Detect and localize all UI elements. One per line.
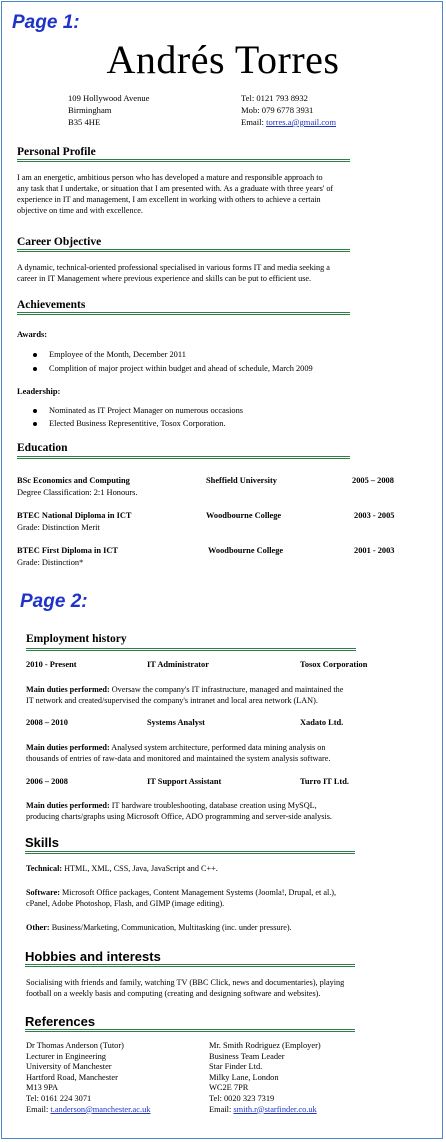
- duties-text: producing charts/graphs using Microsoft Office, ADO programming and server-side analysis.: [26, 812, 332, 821]
- edu-school: Sheffield University: [206, 476, 277, 485]
- section-title-hobbies: Hobbies and interests: [25, 949, 161, 964]
- job-role: IT Support Assistant: [147, 777, 222, 786]
- job-role: Systems Analyst: [147, 718, 205, 727]
- edu-dates: 2003 - 2005: [354, 511, 395, 520]
- section-title-skills: Skills: [25, 835, 59, 850]
- reference-line: University of Manchester: [26, 1062, 112, 1072]
- reference-line: Lecturer in Engineering: [26, 1051, 106, 1061]
- duties-label: Main duties performed:: [26, 685, 110, 694]
- email-label: Email:: [26, 1104, 51, 1114]
- email-label: Email:: [241, 117, 267, 127]
- section-rule: [17, 312, 350, 315]
- duties-text: IT network and created/supervised the company's intranet and local area network (LAN).: [26, 696, 318, 705]
- page-1-label: Page 1:: [12, 12, 80, 33]
- job-dates: 2010 - Present: [26, 660, 77, 669]
- career-objective-text: [17, 262, 417, 284]
- section-title-education: Education: [17, 442, 68, 454]
- list-item: [33, 406, 243, 415]
- job-company: Xadato Ltd.: [300, 718, 344, 727]
- profile-line: any task that I undertake, or situation that I am presented with. As a graduate with three years' of: [17, 184, 334, 193]
- duties-text: IT hardware troubleshooting, database creation using MySQL,: [111, 801, 317, 810]
- list-item: [33, 419, 226, 428]
- job-dates: 2008 – 2010: [26, 718, 68, 727]
- skill-text: HTML, XML, CSS, Java, JavaScript and C++.: [62, 864, 218, 873]
- skills-other: [26, 922, 426, 933]
- section-title-career-objective: Career Objective: [17, 236, 102, 248]
- bullet-icon: [33, 353, 37, 357]
- edu-dates: 2005 – 2008: [352, 476, 394, 485]
- reference-line: Mr. Smith Rodriguez (Employer): [209, 1041, 321, 1050]
- mob-text: Mob: 079 6778 3931: [241, 105, 314, 115]
- address-line: B35 4HE: [68, 117, 101, 127]
- reference-line: Tel: 0161 224 3071: [26, 1093, 92, 1103]
- reference-line: Dr Thomas Anderson (Tutor): [26, 1041, 124, 1050]
- leadership-text: Nominated as IT Project Manager on numerous occasions: [49, 406, 244, 415]
- reference-left: [26, 1041, 150, 1115]
- edu-detail: Grade: Distinction Merit: [17, 523, 100, 532]
- reference-line: M13 9PA: [26, 1083, 59, 1093]
- section-rule: [25, 964, 355, 967]
- skills-technical: [26, 863, 426, 874]
- edu-school: Woodbourne College: [206, 511, 282, 520]
- edu-detail: Degree Classification: 2:1 Honours.: [17, 488, 138, 497]
- address-block: [68, 92, 149, 128]
- reference-email-link[interactable]: smith.r@starfinder.co.uk: [233, 1104, 317, 1114]
- award-text: Complition of major project within budget and ahead of schedule, March 2009: [49, 364, 313, 373]
- email-label: Email:: [209, 1104, 234, 1114]
- reference-line: Business Team Leader: [209, 1051, 285, 1061]
- section-rule: [17, 159, 350, 162]
- awards-label: Awards:: [17, 330, 48, 339]
- section-title-achievements: Achievements: [17, 299, 86, 311]
- edu-detail: Grade: Distinction*: [17, 558, 84, 567]
- list-item: [33, 350, 186, 359]
- hobbies-text: [26, 977, 426, 999]
- bullet-icon: [33, 367, 37, 371]
- profile-line: objective on time and with excellence.: [17, 206, 143, 215]
- bullet-icon: [33, 422, 37, 426]
- reference-right: [209, 1041, 321, 1115]
- profile-line: I am an energetic, ambitious person who has developed a mature and responsible approach to: [17, 173, 323, 182]
- skill-text: Microsoft Office packages, Content Management Systems (Joomla!, Drupal, et al.),: [59, 888, 337, 897]
- section-rule: [17, 456, 350, 459]
- candidate-name: Andrés Torres: [106, 37, 340, 82]
- reference-line: Hartford Road, Manchester: [26, 1072, 118, 1082]
- award-text: Employee of the Month, December 2011: [49, 350, 186, 359]
- leadership-label: Leadership:: [17, 387, 61, 396]
- section-rule: [25, 851, 355, 854]
- job-dates: 2006 – 2008: [26, 777, 68, 786]
- skill-text: Business/Marketing, Communication, Multitasking (inc. under pressure).: [49, 923, 292, 932]
- contact-block: [241, 92, 336, 128]
- section-title-references: References: [25, 1014, 96, 1029]
- reference-line: WC2E 7PR: [209, 1083, 249, 1093]
- edu-school: Woodbourne College: [208, 546, 284, 555]
- reference-line: Star Finder Ltd.: [209, 1062, 263, 1072]
- list-item: [33, 364, 313, 373]
- address-line: 109 Hollywood Avenue: [68, 93, 150, 103]
- job-company: Turro IT Ltd.: [300, 777, 349, 786]
- duties-label: Main duties performed:: [26, 801, 110, 810]
- skill-label: Technical:: [26, 864, 63, 873]
- duties-label: Main duties performed:: [26, 743, 110, 752]
- leadership-text: Elected Business Representitive, Tosox Corporation.: [49, 419, 226, 428]
- edu-course: BTEC National Diploma in ICT: [17, 511, 132, 520]
- job-company: Tosox Corporation: [300, 660, 368, 669]
- reference-line: Tel: 0020 323 7319: [209, 1093, 275, 1103]
- duties-text: thousands of entries of raw-data and monitored and maintained the system analysis software.: [26, 754, 331, 763]
- job-duties: [26, 684, 426, 706]
- section-title-personal-profile: Personal Profile: [17, 146, 96, 158]
- reference-line: Milky Lane, London: [209, 1072, 279, 1082]
- duties-text: Oversaw the company's IT infrastructure, managed and maintained the: [111, 685, 344, 694]
- profile-line: experience in IT and management, I am excellent in working with others to achieve a certain: [17, 195, 321, 204]
- reference-email-link[interactable]: t.anderson@manchester.ac.uk: [50, 1104, 151, 1114]
- skill-label: Software:: [26, 888, 60, 897]
- duties-text: Analysed system architecture, performed data mining analysis on: [111, 743, 326, 752]
- personal-profile-text: [17, 172, 417, 216]
- section-rule: [17, 249, 350, 252]
- section-rule: [26, 648, 356, 651]
- section-title-employment: Employment history: [26, 633, 127, 645]
- skill-label: Other:: [26, 923, 50, 932]
- email-link[interactable]: torres.a@gmail.com: [266, 117, 337, 127]
- job-duties: [26, 742, 426, 764]
- skills-software: [26, 887, 426, 909]
- job-duties: [26, 800, 426, 822]
- job-role: IT Administrator: [147, 660, 209, 669]
- page-2-label: Page 2:: [20, 591, 88, 612]
- address-line: Birmingham: [68, 105, 112, 115]
- edu-course: BTEC First Diploma in ICT: [17, 546, 118, 555]
- skill-text: cPanel, Adobe Photoshop, Flash, and GIMP (image editing).: [26, 899, 225, 908]
- bullet-icon: [33, 409, 37, 413]
- edu-course: BSc Economics and Computing: [17, 476, 130, 485]
- section-rule: [25, 1029, 355, 1032]
- hobbies-line: Socialising with friends and family, watching TV (BBC Click, news and documentaries), playing: [26, 978, 345, 987]
- tel-text: Tel: 0121 793 8932: [241, 93, 308, 103]
- objective-line: career in IT Management where previous experience and skills can be put to efficient use.: [17, 274, 312, 283]
- objective-line: A dynamic, technical-oriented professional specialised in various forms IT and media seeking a: [17, 263, 330, 272]
- edu-dates: 2001 - 2003: [354, 546, 395, 555]
- hobbies-line: football on a weekly basis and computing (creating and designing software and websites).: [26, 989, 321, 998]
